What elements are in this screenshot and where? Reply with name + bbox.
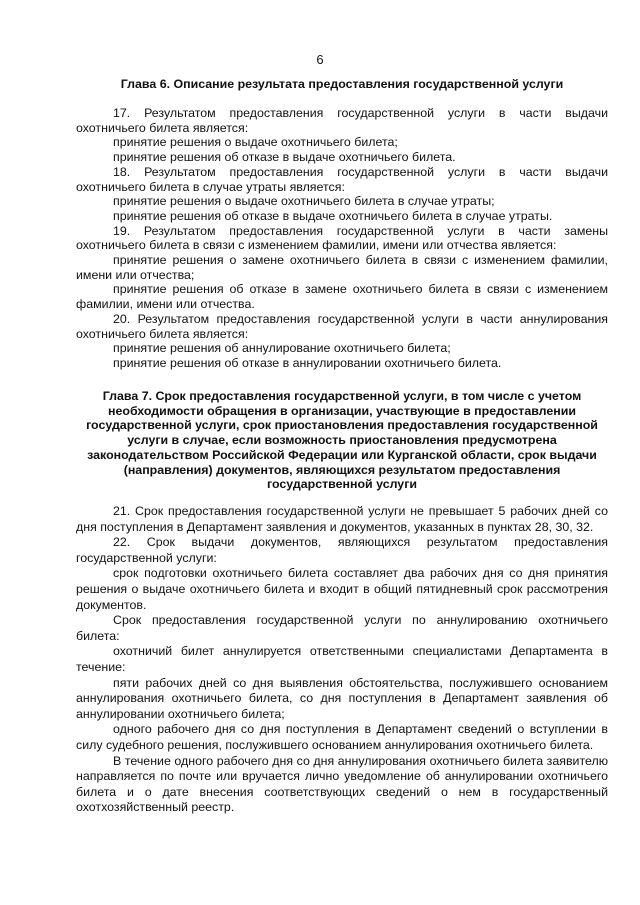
paragraph: принятие решения о замене охотничьего билета в связи с изменением фамилии, имени или отчества; <box>76 253 608 282</box>
chapter-6-title: Глава 6. Описание результата предоставления государственной услуги <box>120 77 564 91</box>
paragraph: одного рабочего дня со дня поступления в Департамент сведений о вступлении в силу судебного решения, послужившего основанием аннулирования охотничьего билета. <box>76 722 608 752</box>
page-number: 6 <box>316 52 324 67</box>
paragraph: принятие решения об отказе в выдаче охотничьего билета. <box>113 150 456 165</box>
paragraph: 17. Результатом предоставления государственной услуги в части выдачи охотничьего билета является: <box>76 106 608 135</box>
paragraph: 22. Срок выдачи документов, являющихся результатом предоставления государственной услуги: <box>76 535 608 565</box>
paragraph: В течение одного рабочего дня со дня аннулирования охотничьего билета заявителю направляется по почте или вручается лично уведомление об аннулировании охотничьего билета и о дате внесения соответствующих сведений о нем в государственный охотхозяйственный реестр. <box>76 753 608 815</box>
paragraph: охотничий билет аннулируется ответственными специалистами Департамента в течение: <box>76 644 608 674</box>
chapter-7-title: Глава 7. Срок предоставления государственной услуги, в том числе с учетом необходимости обращения в организации, участвующие в предоставлении государственной услуги, срок приостановления предоставления государственной услуги в случае, если возможность приостановления предусмотрена законодательством Российской Федерации или Курганской области, срок выдачи (направления) документов, являющихся результатом предоставления государственной услуги <box>86 389 598 492</box>
paragraph: пяти рабочих дней со дня выявления обстоятельства, послужившего основанием аннулирования охотничьего билета, со дня поступления в Департамент заявления об аннулировании охотничьего билета; <box>76 675 608 721</box>
paragraph: принятие решения о выдаче охотничьего билета в случае утраты; <box>113 194 495 209</box>
paragraph: Срок предоставления государственной услуги по аннулированию охотничьего билета: <box>76 613 608 643</box>
paragraph: 20. Результатом предоставления государственной услуги в части аннулирования охотничьего билета является: <box>76 311 608 341</box>
chapter-6-body <box>76 106 608 371</box>
chapter-7-body <box>76 504 608 816</box>
paragraph: принятие решения об аннулирование охотничьего билета; <box>113 341 451 356</box>
paragraph: срок подготовки охотничьего билета составляет два рабочих дня со дня принятия решения о выдаче охотничьего билета и входит в общий пятидневный срок рассмотрения документов. <box>76 566 608 612</box>
paragraph: принятие решения об отказе в выдаче охотничьего билета в случае утраты. <box>113 208 553 223</box>
paragraph: принятие решения о выдаче охотничьего билета; <box>113 135 398 150</box>
paragraph: 21. Срок предоставления государственной услуги не превышает 5 рабочих дней со дня поступления в Департамент заявления и документов, указанных в пунктах 28, 30, 32. <box>76 504 608 534</box>
paragraph: принятие решения об отказе в аннулировании охотничьего билета. <box>113 355 502 370</box>
paragraph: принятие решения об отказе в замене охотничьего билета в связи с изменением фамилии, имени или отчества. <box>76 282 608 312</box>
paragraph: 19. Результатом предоставления государственной услуги в части замены охотничьего билета в связи с изменением фамилии, имени или отчества является: <box>76 223 608 253</box>
paragraph: 18. Результатом предоставления государственной услуги в части выдачи охотничьего билета в случае утраты является: <box>76 164 608 194</box>
